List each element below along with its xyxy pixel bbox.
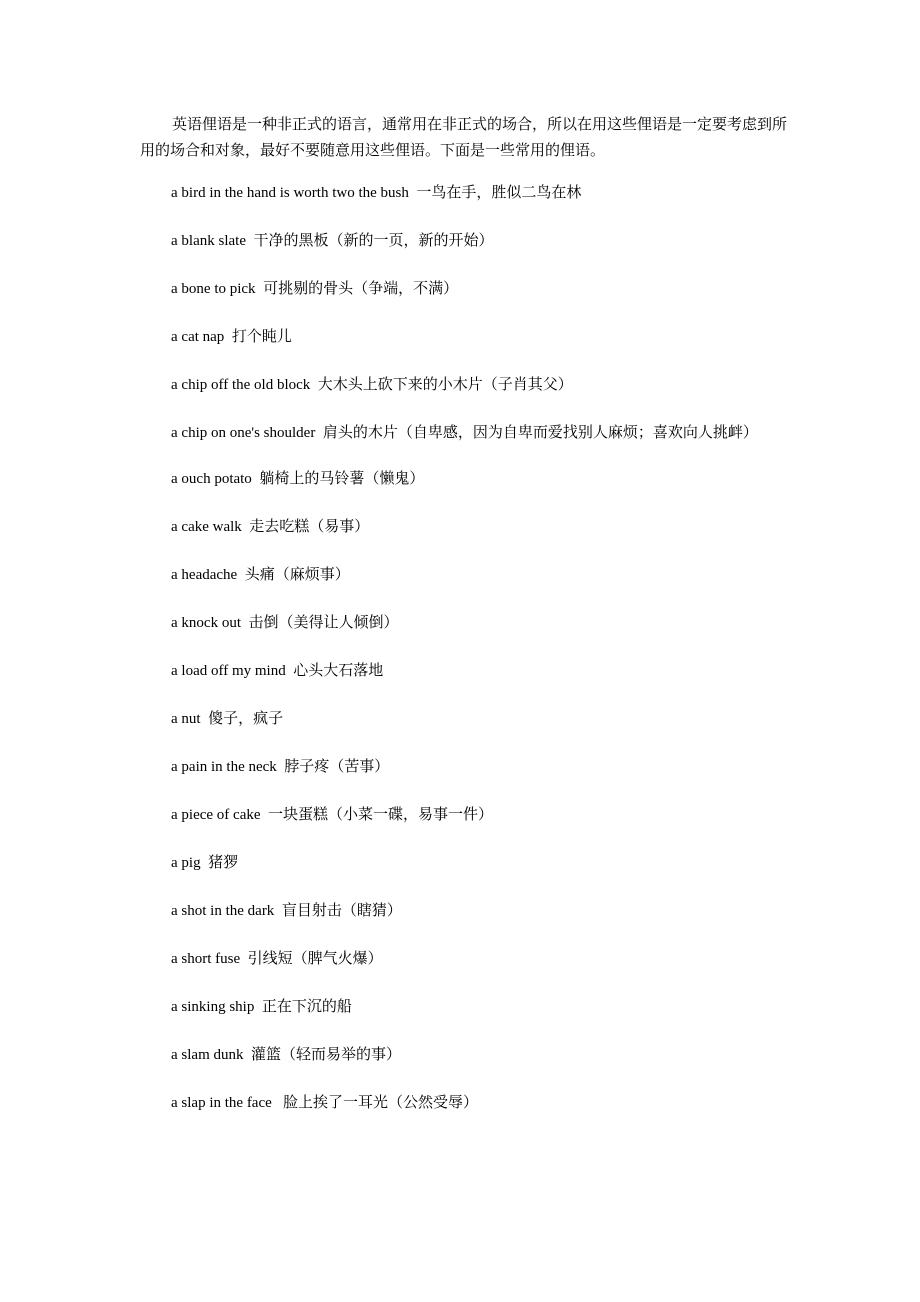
idiom-entry [140,706,792,732]
idiom-chinese: 盲目射击（瞎猜） [281,903,402,919]
idiom-english: a ouch potato [171,471,252,487]
idiom-chinese: 可挑剔的骨头（争端，不满） [263,281,459,297]
idiom-entry [140,754,792,780]
idiom-entry [140,898,792,924]
idiom-chinese: 躺椅上的马铃薯（懒鬼） [259,471,425,487]
idiom-chinese: 一鸟在手，胜似二鸟在林 [416,185,582,201]
idiom-chinese: 一块蛋糕（小菜一碟，易事一件） [268,807,494,823]
idiom-english: a cake walk [171,519,242,535]
idiom-english: a pain in the neck [171,759,277,775]
idiom-list [140,180,792,1138]
idiom-entry [140,324,792,350]
idiom-chinese: 头痛（麻烦事） [244,567,350,583]
idiom-chinese: 击倒（美得让人倾倒） [248,615,399,631]
idiom-entry [140,180,792,206]
idiom-entry [140,372,792,398]
idiom-english: a knock out [171,615,241,631]
idiom-english: a bird in the hand is worth two the bush [171,185,409,201]
idiom-entry [140,514,792,540]
idiom-english: a load off my mind [171,663,286,679]
idiom-entry [140,802,792,828]
idiom-chinese: 正在下沉的船 [261,999,352,1015]
idiom-chinese: 打个盹儿 [231,329,292,345]
idiom-chinese: 灌篮（轻而易举的事） [251,1047,402,1063]
idiom-chinese: 干净的黑板（新的一页，新的开始） [253,233,494,249]
idiom-english: a blank slate [171,233,246,249]
idiom-entry [140,658,792,684]
idiom-entry [140,1042,792,1068]
idiom-chinese: 傻子，疯子 [208,711,284,727]
idiom-english: a pig [171,855,201,871]
idiom-chinese: 走去吃糕（易事） [249,519,370,535]
idiom-english: a headache [171,567,238,583]
idiom-chinese: 肩头的木片（自卑感，因为自卑而爱找别人麻烦；喜欢向人挑衅） [322,425,758,441]
idiom-english: a slap in the face [171,1095,272,1111]
idiom-english: a nut [171,711,201,727]
idiom-english: a chip off the old block [171,377,311,393]
idiom-chinese: 脸上挨了一耳光（公然受辱） [279,1095,479,1111]
idiom-english: a cat nap [171,329,225,345]
idiom-entry [140,850,792,876]
idiom-entry [140,420,792,446]
idiom-chinese: 心头大石落地 [293,663,384,679]
idiom-english: a slam dunk [171,1047,244,1063]
idiom-english: a piece of cake [171,807,261,823]
idiom-entry [140,466,792,492]
idiom-entry [140,228,792,254]
idiom-english: a bone to pick [171,281,256,297]
idiom-chinese: 猪猡 [208,855,239,871]
idiom-english: a short fuse [171,951,241,967]
idiom-chinese: 脖子疼（苦事） [284,759,390,775]
intro-paragraph: 英语俚语是一种非正式的语言，通常用在非正式的场合，所以在用这些俚语是一定要考虑到所用的场合和对象，最好不要随意用这些俚语。下面是一些常用的俚语。 [140,117,788,159]
idiom-entry [140,276,792,302]
idiom-english: a sinking ship [171,999,255,1015]
idiom-chinese: 引线短（脾气火爆） [247,951,383,967]
idiom-english: a shot in the dark [171,903,275,919]
idiom-entry [140,1090,792,1116]
idiom-entry [140,946,792,972]
idiom-entry [140,610,792,636]
idiom-entry [140,562,792,588]
idiom-entry [140,994,792,1020]
idiom-chinese: 大木头上砍下来的小木片（子肖其父） [317,377,573,393]
idiom-english: a chip on one's shoulder [171,425,316,441]
